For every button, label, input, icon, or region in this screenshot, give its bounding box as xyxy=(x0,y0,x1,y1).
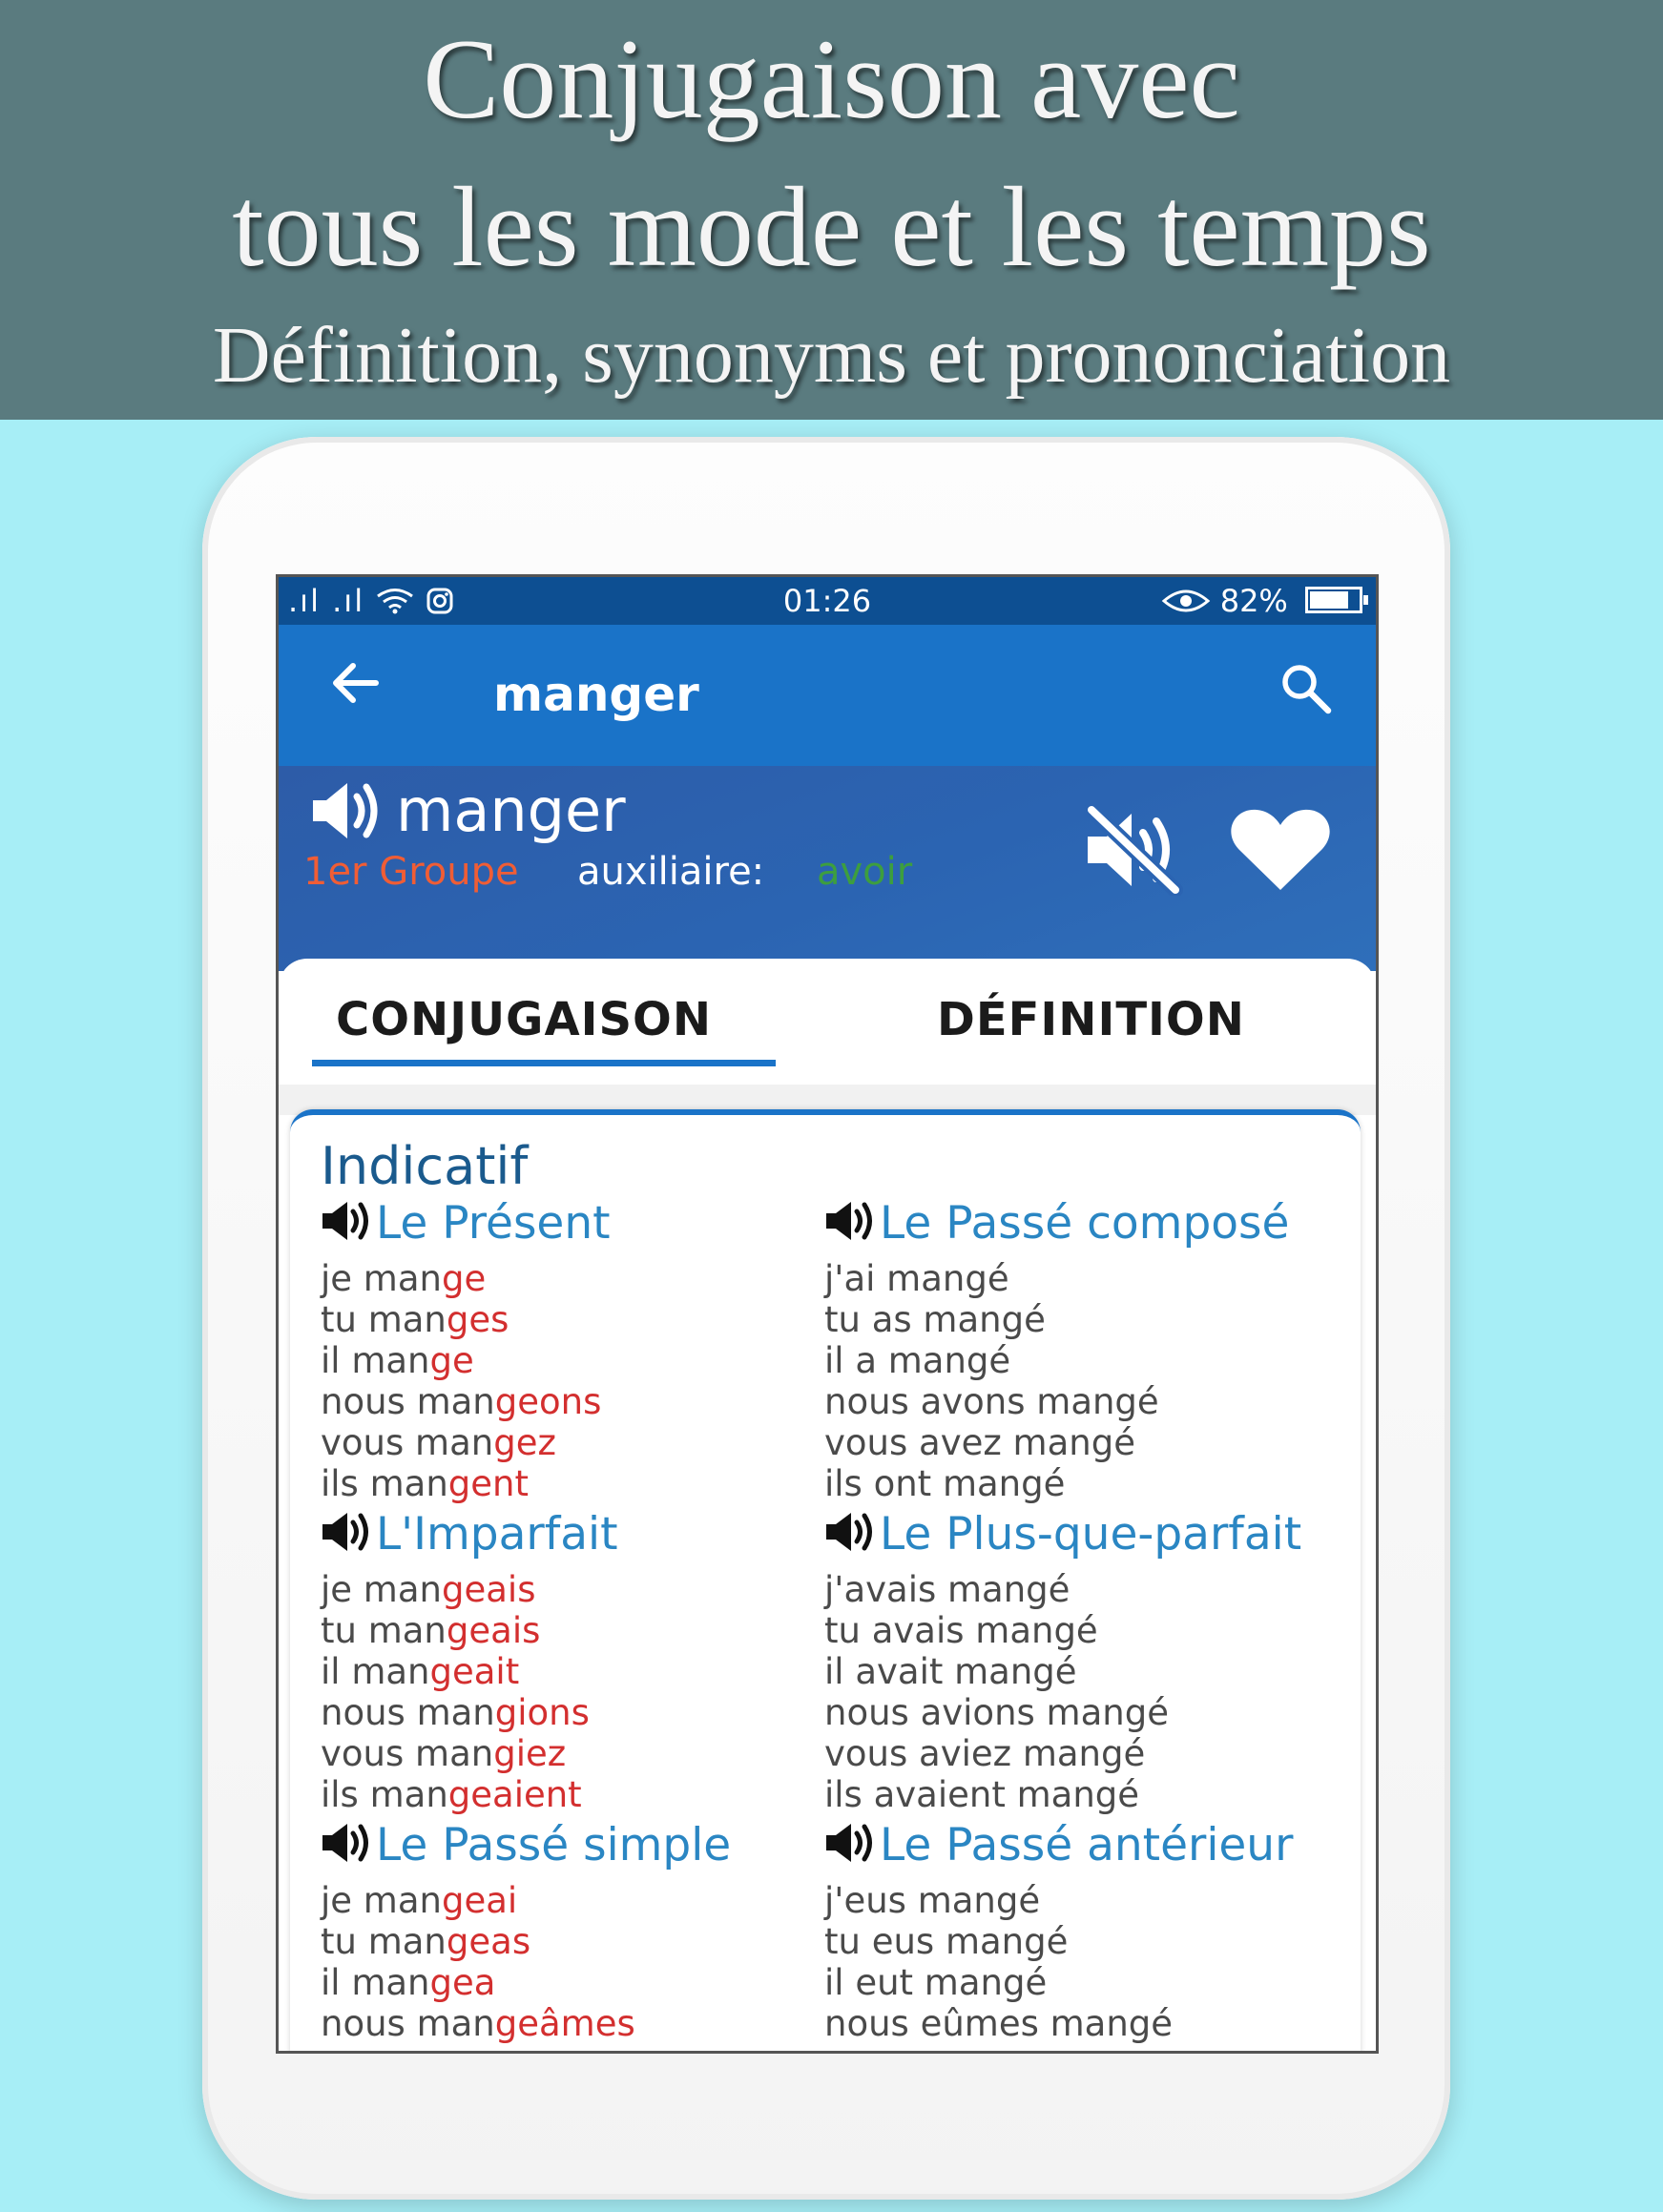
conjugation-stem: nous avions mangé xyxy=(824,1692,1169,1733)
conjugation-row xyxy=(824,1463,1340,1504)
tab-bar xyxy=(279,959,1376,1085)
conjugation-row xyxy=(321,1962,836,2003)
tab-conjugaison[interactable]: CONJUGAISON xyxy=(336,993,712,1046)
conjugation-row xyxy=(321,1651,836,1692)
heart-icon[interactable] xyxy=(1228,804,1333,896)
conjugation-row xyxy=(321,1422,836,1463)
conjugation-row xyxy=(321,1340,836,1381)
conjugation-row xyxy=(824,1610,1340,1651)
mode-title: Indicatif xyxy=(321,1136,529,1196)
tense-name: Le Passé composé xyxy=(880,1197,1290,1250)
conjugation-stem: il man xyxy=(321,1340,430,1381)
conjugation-row xyxy=(321,1569,836,1610)
conjugation-stem: ils man xyxy=(321,1463,448,1504)
conjugation-ending: gez xyxy=(493,1422,556,1463)
conjugation-row xyxy=(824,2003,1340,2044)
tense-name: Le Passé simple xyxy=(376,1819,732,1871)
tense-block xyxy=(321,1508,836,1815)
conjugation-stem: il a mangé xyxy=(824,1340,1011,1381)
conjugation-row xyxy=(321,1733,836,1774)
tense-block xyxy=(824,1197,1340,1504)
auxiliary-label: auxiliaire: xyxy=(577,850,765,894)
conjugation-row xyxy=(321,1921,836,1962)
verb-group: 1er Groupe xyxy=(303,850,519,894)
conjugation-stem: je man xyxy=(321,1569,442,1610)
conjugation-stem: tu as mangé xyxy=(824,1299,1046,1340)
tense-name: Le Présent xyxy=(376,1197,611,1250)
conjugation-row xyxy=(824,1381,1340,1422)
promo-banner xyxy=(0,0,1663,420)
conjugation-row xyxy=(824,1258,1340,1299)
conjugation-stem: tu man xyxy=(321,1921,447,1962)
conjugation-stem: nous man xyxy=(321,2003,495,2044)
conjugation-ending: geâmes xyxy=(494,2003,635,2044)
conjugation-row xyxy=(824,1569,1340,1610)
banner-subtitle: Définition, synonyms et prononciation xyxy=(212,311,1451,400)
conjugation-row xyxy=(824,1651,1340,1692)
tense-name: L'Imparfait xyxy=(376,1508,618,1561)
conjugation-row xyxy=(321,2003,836,2044)
tab-indicator xyxy=(312,1060,776,1066)
conjugation-stem: tu avais mangé xyxy=(824,1610,1098,1651)
conjugation-stem: vous aviez mangé xyxy=(824,1733,1146,1774)
conjugation-stem: vous avez mangé xyxy=(824,1422,1135,1463)
conjugation-row xyxy=(321,1463,836,1504)
conjugation-row xyxy=(321,1299,836,1340)
speaker-icon[interactable] xyxy=(824,1822,878,1864)
conjugation-row xyxy=(824,1299,1340,1340)
conjugation-ending: geai xyxy=(441,1880,518,1921)
tense-title[interactable] xyxy=(824,1819,1340,1880)
conjugation-stem: vous man xyxy=(321,1422,494,1463)
app-screen xyxy=(279,577,1376,2051)
status-time: 01:26 xyxy=(782,583,872,619)
tab-definition[interactable]: DÉFINITION xyxy=(937,993,1245,1046)
tense-block xyxy=(824,1508,1340,1815)
speaker-icon[interactable] xyxy=(309,779,382,842)
conjugation-stem: nous man xyxy=(321,1381,495,1422)
conjugation-ending: geas xyxy=(446,1921,531,1962)
conjugation-stem: ils ont mangé xyxy=(824,1463,1066,1504)
conjugation-ending: ge xyxy=(429,1340,474,1381)
tense-block xyxy=(824,1819,1340,2044)
tense-title[interactable] xyxy=(321,1819,836,1880)
banner-headline-1: Conjugaison avec xyxy=(423,15,1240,142)
conjugation-row xyxy=(824,1962,1340,2003)
conjugation-row xyxy=(321,1692,836,1733)
conjugation-row xyxy=(824,1774,1340,1815)
conjugation-ending: geaient xyxy=(447,1774,582,1815)
conjugation-stem: tu eus mangé xyxy=(824,1921,1069,1962)
status-right xyxy=(1161,583,1362,619)
banner-headline-2: tous les mode et les temps xyxy=(232,163,1431,290)
conjugation-stem: ils avaient mangé xyxy=(824,1774,1140,1815)
conjugation-stem: j'avais mangé xyxy=(824,1569,1071,1610)
verb-header xyxy=(279,766,1376,971)
conjugation-stem: tu man xyxy=(321,1610,447,1651)
signal-icon: .ıl .ıl xyxy=(288,583,365,619)
speaker-icon[interactable] xyxy=(321,1200,374,1242)
conjugation-stem: je man xyxy=(321,1258,442,1299)
conjugation-row xyxy=(824,1733,1340,1774)
tense-title[interactable] xyxy=(321,1197,836,1258)
conjugation-row xyxy=(321,1880,836,1921)
speaker-icon[interactable] xyxy=(321,1511,374,1553)
conjugation-ending: geais xyxy=(446,1610,541,1651)
app-bar-title: manger xyxy=(493,667,699,722)
tense-title[interactable] xyxy=(321,1508,836,1569)
tense-block xyxy=(321,1819,836,2044)
conjugation-row xyxy=(824,1422,1340,1463)
speaker-icon[interactable] xyxy=(321,1822,374,1864)
conjugation-stem: tu man xyxy=(321,1299,447,1340)
conjugation-row xyxy=(321,1258,836,1299)
conjugation-row xyxy=(321,1610,836,1651)
conjugation-row xyxy=(824,1880,1340,1921)
app-bar xyxy=(279,625,1376,766)
speaker-icon[interactable] xyxy=(824,1200,878,1242)
tense-name: Le Plus-que-parfait xyxy=(880,1508,1302,1561)
verb-word: manger xyxy=(396,775,626,845)
conjugation-ending: geait xyxy=(429,1651,520,1692)
conjugation-card xyxy=(290,1109,1361,2051)
conjugation-ending: ge xyxy=(441,1258,487,1299)
auxiliary-value: avoir xyxy=(817,850,913,894)
conjugation-row xyxy=(824,1692,1340,1733)
conjugation-stem: il man xyxy=(321,1962,430,2003)
speaker-icon[interactable] xyxy=(824,1511,878,1553)
conjugation-ending: gions xyxy=(494,1692,590,1733)
conjugation-stem: nous avons mangé xyxy=(824,1381,1159,1422)
conjugation-ending: gent xyxy=(447,1463,529,1504)
conjugation-ending: geais xyxy=(441,1569,536,1610)
tense-title[interactable] xyxy=(824,1197,1340,1258)
conjugation-stem: j'eus mangé xyxy=(824,1880,1041,1921)
conjugation-stem: vous man xyxy=(321,1733,494,1774)
conjugation-stem: ils man xyxy=(321,1774,448,1815)
conjugation-stem: j'ai mangé xyxy=(824,1258,1009,1299)
conjugation-row xyxy=(321,1381,836,1422)
battery-icon xyxy=(1305,587,1362,613)
mute-icon[interactable] xyxy=(1080,804,1185,896)
battery-percent: 82% xyxy=(1219,583,1288,619)
conjugation-ending: ges xyxy=(446,1299,509,1340)
status-bar xyxy=(279,577,1376,625)
back-button[interactable] xyxy=(326,653,384,730)
conjugation-stem: je man xyxy=(321,1880,442,1921)
tense-block xyxy=(321,1197,836,1504)
conjugation-row xyxy=(321,1774,836,1815)
search-icon[interactable] xyxy=(1277,659,1334,716)
eye-icon xyxy=(1161,588,1211,614)
conjugation-stem: il man xyxy=(321,1651,430,1692)
conjugation-row xyxy=(824,1340,1340,1381)
conjugation-stem: il eut mangé xyxy=(824,1962,1048,2003)
tense-name: Le Passé antérieur xyxy=(880,1819,1294,1871)
conjugation-ending: giez xyxy=(493,1733,567,1774)
conjugation-row xyxy=(824,1921,1340,1962)
conjugation-ending: geons xyxy=(494,1381,602,1422)
arrow-left-icon xyxy=(326,654,384,712)
conjugation-ending: gea xyxy=(429,1962,496,2003)
conjugation-stem: il avait mangé xyxy=(824,1651,1077,1692)
tense-title[interactable] xyxy=(824,1508,1340,1569)
conjugation-stem: nous eûmes mangé xyxy=(824,2003,1174,2044)
conjugation-stem: nous man xyxy=(321,1692,495,1733)
